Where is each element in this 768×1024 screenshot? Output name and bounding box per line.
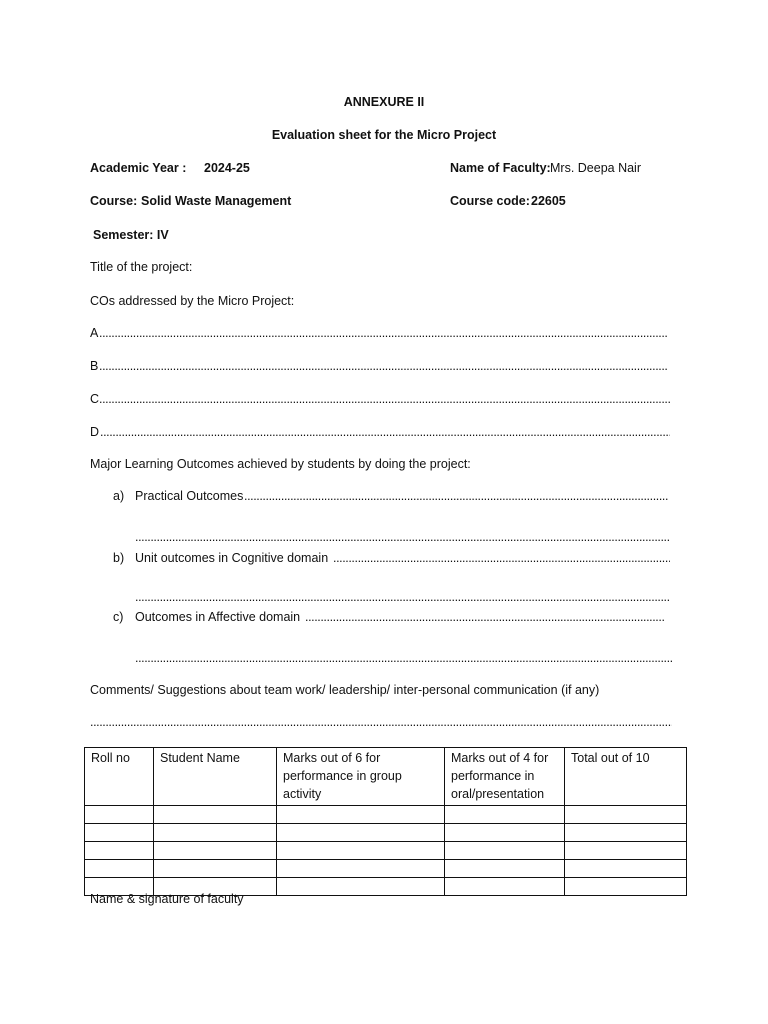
- co-a-fill-line: [99, 325, 668, 341]
- faculty-value: Mrs. Deepa Nair: [550, 161, 641, 175]
- table-cell[interactable]: [154, 842, 277, 860]
- table-cell[interactable]: [277, 842, 445, 860]
- outcome-b-label: Unit outcomes in Cognitive domain: [135, 551, 329, 565]
- academic-year-label: Academic Year :: [90, 161, 187, 175]
- co-b-fill-line: [99, 358, 668, 374]
- outcome-a-marker: a): [113, 489, 125, 503]
- project-title-label: Title of the project:: [90, 260, 193, 274]
- course-code-label: Course code:: [450, 194, 530, 208]
- table-cell[interactable]: [277, 824, 445, 842]
- table-cell[interactable]: [565, 824, 687, 842]
- column-header-total: Total out of 10: [565, 748, 687, 806]
- table-cell[interactable]: [154, 824, 277, 842]
- comments-fill-line: [90, 714, 672, 730]
- outcome-b-fill-line: [333, 550, 670, 566]
- co-a-marker: A: [90, 326, 99, 340]
- co-b-marker: B: [90, 359, 99, 373]
- co-c-fill-line: [99, 391, 670, 407]
- table-cell[interactable]: [277, 806, 445, 824]
- table-header-row: [85, 748, 687, 806]
- column-header-student-name: Student Name: [154, 748, 277, 806]
- table-cell[interactable]: [445, 806, 565, 824]
- table-cell[interactable]: [445, 878, 565, 896]
- table-cell[interactable]: [154, 860, 277, 878]
- annexure-heading: ANNEXURE II: [343, 95, 425, 109]
- table-cell[interactable]: [565, 806, 687, 824]
- column-header-group-marks: Marks out of 6 for performance in group activity: [277, 748, 445, 806]
- co-d-marker: D: [90, 425, 100, 439]
- course-code-value: 22605: [531, 194, 566, 208]
- table-cell[interactable]: [85, 842, 154, 860]
- cos-label: COs addressed by the Micro Project:: [90, 294, 295, 308]
- table-cell[interactable]: [445, 824, 565, 842]
- table-cell[interactable]: [445, 860, 565, 878]
- outcome-a-fill-line-2: [135, 529, 670, 545]
- table-cell[interactable]: [154, 806, 277, 824]
- table-cell[interactable]: [565, 842, 687, 860]
- semester: Semester: IV: [93, 228, 169, 242]
- outcome-a-fill-line: [244, 488, 668, 504]
- column-header-oral-marks: Marks out of 4 for performance in oral/presentation: [445, 748, 565, 806]
- faculty-label: Name of Faculty:: [450, 161, 551, 175]
- table-cell[interactable]: [565, 878, 687, 896]
- table-cell[interactable]: [277, 878, 445, 896]
- table-cell[interactable]: [85, 860, 154, 878]
- outcome-c-fill-line: [305, 609, 665, 625]
- outcome-c-label: Outcomes in Affective domain: [135, 610, 301, 624]
- table-row: [85, 806, 687, 824]
- table-cell[interactable]: [445, 842, 565, 860]
- outcome-c-fill-line-2: [135, 650, 673, 666]
- table-cell[interactable]: [85, 824, 154, 842]
- faculty-signature-label: Name & signature of faculty: [90, 892, 244, 906]
- outcome-b-fill-line-2: [135, 589, 670, 605]
- outcome-c-marker: c): [113, 610, 124, 624]
- page-title: Evaluation sheet for the Micro Project: [271, 128, 497, 142]
- course-label: Course:: [90, 194, 138, 208]
- course-value: Solid Waste Management: [141, 194, 292, 208]
- outcome-a-label: Practical Outcomes: [135, 489, 244, 503]
- table-cell[interactable]: [565, 860, 687, 878]
- outcomes-heading: Major Learning Outcomes achieved by students by doing the project:: [90, 457, 471, 471]
- table-cell[interactable]: [85, 806, 154, 824]
- outcome-b-marker: b): [113, 551, 125, 565]
- table-row: [85, 842, 687, 860]
- table-row: [85, 860, 687, 878]
- co-d-fill-line: [100, 424, 670, 440]
- co-c-marker: C: [90, 392, 100, 406]
- comments-label: Comments/ Suggestions about team work/ leadership/ inter-personal communication (if any): [90, 683, 600, 697]
- evaluation-table: [84, 747, 687, 896]
- table-cell[interactable]: [277, 860, 445, 878]
- column-header-roll-no: Roll no: [85, 748, 154, 806]
- table-row: [85, 824, 687, 842]
- academic-year-value: 2024-25: [204, 161, 250, 175]
